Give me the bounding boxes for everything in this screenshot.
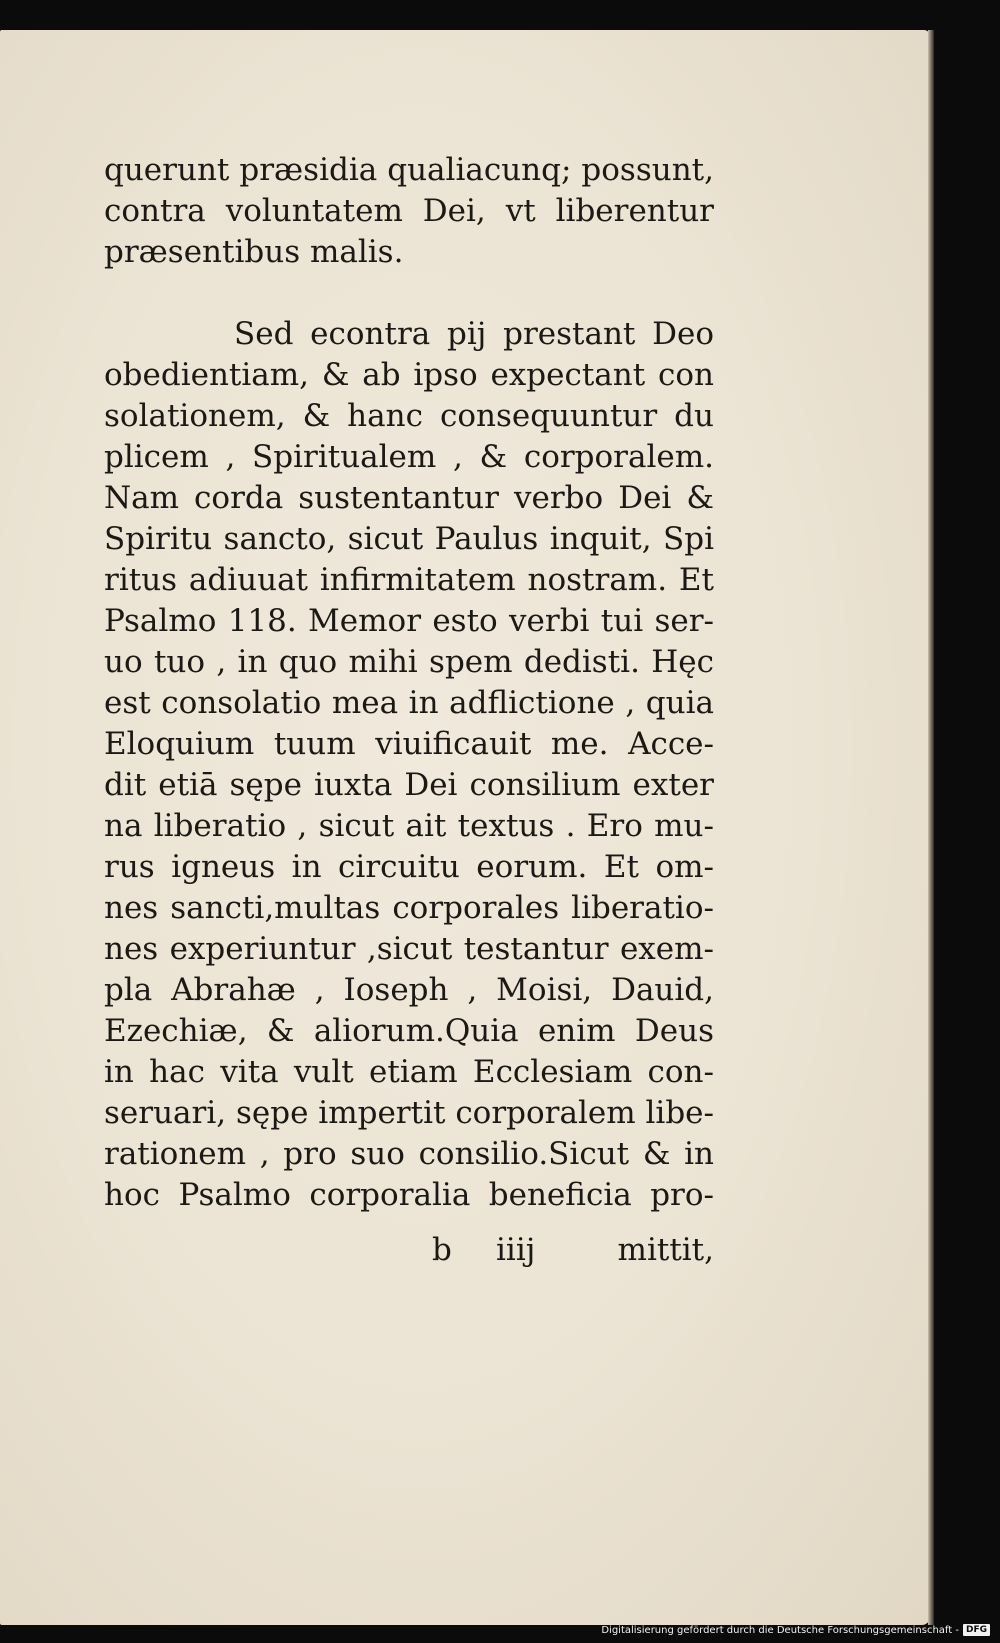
text-line: seruari, sępe impertit corporalem libe- xyxy=(104,1095,714,1131)
text-line: nes experiuntur ,sicut testantur exem- xyxy=(104,931,714,967)
text-line: plicem , Spiritualem , & corporalem. xyxy=(104,439,714,475)
text-line: Ezechiæ, & aliorum.Quia enim Deus xyxy=(104,1013,714,1049)
page-footer-line xyxy=(104,1232,714,1273)
dfg-logo-icon: DFG xyxy=(963,1624,990,1636)
text-line: obedientiam, & ab ipso expectant con xyxy=(104,357,714,393)
text-line: Spiritu sancto, sicut Paulus inquit, Spi xyxy=(104,521,714,557)
text-line: dit etiā sępe iuxta Dei consilium exter xyxy=(104,767,714,803)
text-line: Sed econtra pij prestant Deo xyxy=(234,316,714,352)
text-line: uo tuo , in quo mihi spem dedisti. Hęc xyxy=(104,644,714,680)
text-line: præsentibus malis. xyxy=(104,234,404,270)
catchword: mittit, xyxy=(617,1232,714,1268)
text-line: est consolatio mea in adflictione , quia xyxy=(104,685,714,721)
text-line: Nam corda sustentantur verbo Dei & xyxy=(104,480,714,516)
text-line: hoc Psalmo corporalia beneficia pro- xyxy=(104,1177,714,1213)
text-line: ritus adiuuat infirmitatem nostram. Et xyxy=(104,562,714,598)
paragraph-1 xyxy=(104,150,714,273)
text-line: rus igneus in circuitu eorum. Et om- xyxy=(104,849,714,885)
signature-mark: b xyxy=(432,1232,452,1268)
folio-number: iiij xyxy=(496,1232,536,1268)
page-edge-shadow xyxy=(928,30,934,1625)
text-line: in hac vita vult etiam Ecclesiam con- xyxy=(104,1054,714,1090)
text-line: pla Abrahæ , Ioseph , Moisi, Dauid, xyxy=(104,972,714,1008)
text-line: na liberatio , sicut ait textus . Ero mu- xyxy=(104,808,714,844)
text-line: nes sancti,multas corporales liberatio- xyxy=(104,890,714,926)
paragraph-2 xyxy=(104,314,714,1216)
body-text xyxy=(104,150,714,1216)
digitization-credit xyxy=(601,1623,990,1637)
credit-text: Digitalisierung gefördert durch die Deutsche Forschungsgemeinschaft - xyxy=(601,1624,959,1636)
text-line: rationem , pro suo consilio.Sicut & in xyxy=(104,1136,714,1172)
text-line: Psalmo 118. Memor esto verbi tui ser- xyxy=(104,603,714,639)
text-line: contra voluntatem Dei, vt liberentur xyxy=(104,193,714,229)
paragraph-gap xyxy=(104,273,714,314)
text-line: querunt præsidia qualiacunq; possunt, xyxy=(104,152,714,188)
text-line: solationem, & hanc consequuntur du xyxy=(104,398,714,434)
text-line: Eloquium tuum viuificauit me. Acce- xyxy=(104,726,714,762)
